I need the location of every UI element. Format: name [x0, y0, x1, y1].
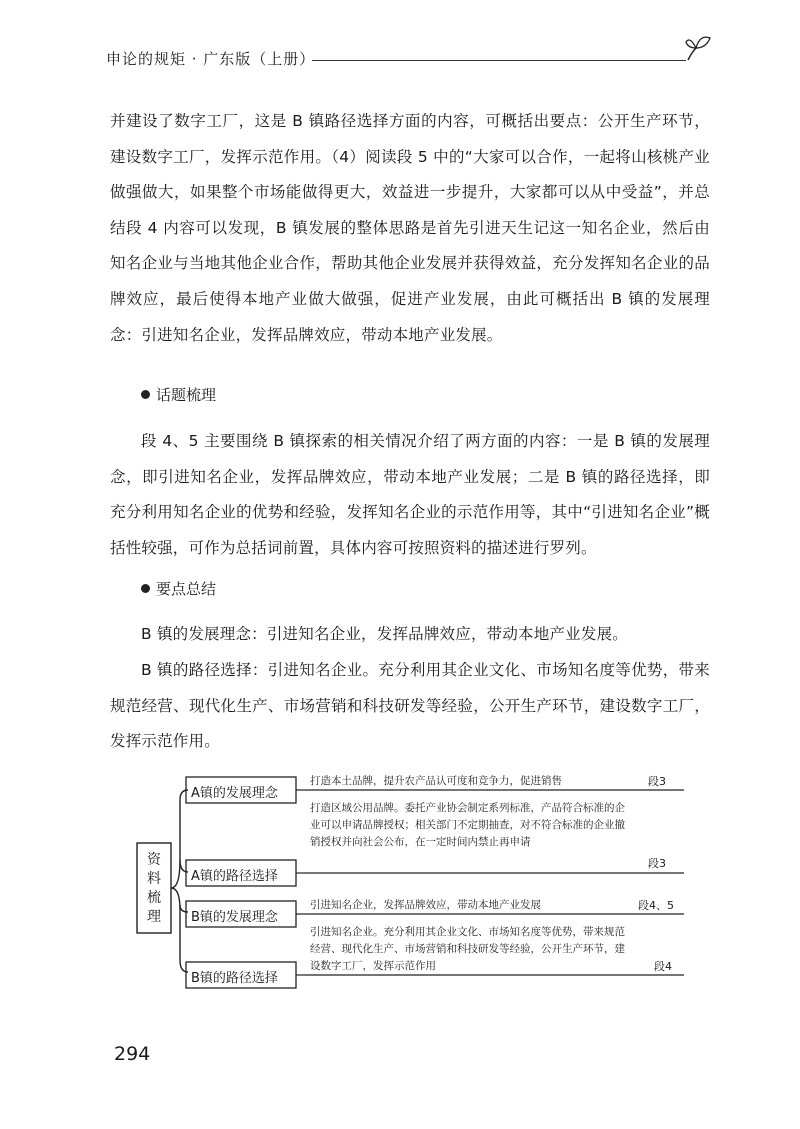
ref-b-path: 段4 — [654, 960, 672, 973]
node-b-concept: B镇的发展理念 — [191, 910, 278, 925]
detail-b-path: 引进知名企业。充分利用其企业文化、市场知名度等优势，带来规范经营、现代化生产、市场营销和科技研发等经验，公开生产环节，建设数字工厂，发挥示范作用 — [310, 926, 625, 972]
section-summary — [141, 578, 216, 599]
section-topic — [141, 384, 216, 405]
paragraph-summary-path: B 镇的路径选择：引进知名企业。充分利用其企业文化、市场知名度等优势，带来规范经营、现代化生产、市场营销和科技研发等经验，公开生产环节，建设数字工厂，发挥示范作用。 — [110, 661, 710, 751]
bullet-icon — [141, 390, 150, 399]
running-header: 申论的规矩 · 广东版（上册） — [106, 50, 316, 68]
node-b-path: B镇的路径选择 — [191, 971, 278, 986]
detail-b-concept: 引进知名企业，发挥品牌效应，带动本地产业发展 — [310, 899, 541, 911]
ref-a-path: 段3 — [648, 857, 666, 870]
sprout-icon — [684, 32, 714, 62]
section-summary-title: 要点总结 — [156, 580, 217, 598]
section-topic-title: 话题梳理 — [156, 386, 217, 404]
node-a-concept: A镇的发展理念 — [191, 786, 278, 801]
node-a-path: A镇的路径选择 — [191, 869, 278, 884]
ref-b-concept: 段4、5 — [638, 899, 674, 912]
header-rule — [312, 60, 686, 61]
paragraph-analysis: 并建设了数字工厂，这是 B 镇路径选择方面的内容，可概括出要点：公开生产环节，建设数字工厂，发挥示范作用。（4）阅读段 5 中的“大家可以合作，一起将山核桃产业做强做大，如果整个市场能做得更大，效益进一步提升，大家都可以从中受益”，并总结段 4 内容可以发现，B 镇发展的整体思路是首先引进天生记这一知名企业，然后由知名企业与当地其他企业合作，帮助其他企业发展并获得效益，充分发挥知名企业的品牌效应，最后使得本地产业做大做强，促进产业发展，由此可概括出 B 镇的发展理念：引进知名企业，发挥品牌效应，带动本地产业发展。 — [110, 112, 710, 344]
mind-map-root: 资料梳理 — [147, 852, 161, 925]
ref-a-concept: 段3 — [648, 775, 666, 788]
paragraph-summary-concept: B 镇的发展理念：引进知名企业，发挥品牌效应，带动本地产业发展。 — [141, 625, 628, 643]
detail-a-path: 打造区域公用品牌。委托产业协会制定系列标准，产品符合标准的企业可以申请品牌授权；相关部门不定期抽查，对不符合标准的企业撤销授权并向社会公布，在一定时间内禁止再申请 — [310, 802, 625, 848]
bullet-icon — [141, 584, 150, 593]
detail-a-concept: 打造本土品牌，提升农产品认可度和竞争力，促进销售 — [310, 775, 562, 787]
page-number: 294 — [114, 1043, 151, 1065]
paragraph-topic: 段 4、5 主要围绕 B 镇探索的相关情况介绍了两方面的内容：一是 B 镇的发展理念，即引进知名企业，发挥品牌效应，带动本地产业发展；二是 B 镇的路径选择，即充分利用知名企业的优势和经验，发挥知名企业的示范作用等，其中“引进知名企业”概括性较强，可作为总括词前置，具体内容可按照资料的描述进行罗列。 — [110, 432, 710, 557]
